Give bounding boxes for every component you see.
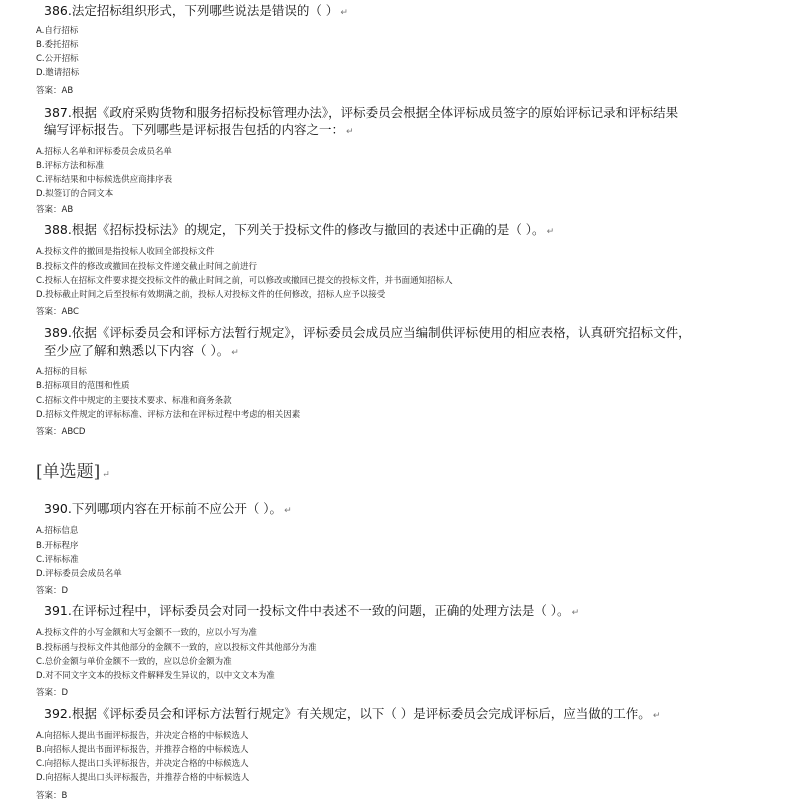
question-386-title: 386.法定招标组织形式，下列哪些说法是错误的（ ） ↵: [44, 3, 348, 18]
option: D.拟签订的合同文本: [36, 189, 114, 199]
answer: 答案：ABC: [36, 307, 79, 317]
return-mark: ↵: [340, 8, 348, 18]
answer: 答案：ABCD: [36, 427, 86, 437]
option: A.向招标人提出书面评标报告，并决定合格的中标候选人: [36, 731, 249, 741]
option: B.开标程序: [36, 541, 79, 551]
answer: 答案：AB: [36, 86, 74, 96]
option: A.投标文件的撤回是指投标人收回全部投标文件: [36, 247, 215, 257]
question-392-title: 392.根据《评标委员会和评标方法暂行规定》有关规定，以下（ ）是评标委员会完成评标后，应当做的工作。 ↵: [44, 706, 661, 721]
option: B.评标方法和标准: [36, 161, 105, 171]
option: D.向招标人提出口头评标报告，并推荐合格的中标候选人: [36, 773, 250, 783]
option: D.投标截止时间之后至投标有效期满之前，投标人对投标文件的任何修改，招标人应予以接受: [36, 290, 386, 300]
answer: 答案：D: [36, 586, 69, 596]
option: B.委托招标: [36, 40, 79, 50]
question-390-title: 390.下列哪项内容在开标前不应公开（ ）。 ↵: [44, 501, 292, 516]
question-387-title-line1: 387.根据《政府采购货物和服务招标投标管理办法》，评标委员会根据全体评标成员签字的原始评标记录和评标结果: [44, 105, 679, 120]
option: A.自行招标: [36, 26, 79, 36]
option: C.公开招标: [36, 54, 79, 64]
option: C.招标文件中规定的主要技术要求、标准和商务条款: [36, 396, 232, 406]
option: D.邀请招标: [36, 68, 80, 78]
section-heading: [单选题] ↵: [36, 462, 110, 482]
option: A.招标信息: [36, 526, 79, 536]
answer: 答案：AB: [36, 205, 74, 215]
option: D.招标文件规定的评标标准、评标方法和在评标过程中考虑的相关因素: [36, 410, 301, 420]
option: B.招标项目的范围和性质: [36, 381, 130, 391]
question-389-title-line1: 389.依据《评标委员会和评标方法暂行规定》，评标委员会成员应当编制供评标使用的相应表格，认真研究招标文件，: [44, 325, 691, 340]
question-387-title-line2: 编写评标报告。下列哪些是评标报告包括的内容之一： ↵: [44, 122, 354, 137]
question-388-title: 388.根据《招标投标法》的规定，下列关于投标文件的修改与撤回的表述中正确的是（ ）。 ↵: [44, 222, 555, 237]
option: A.投标文件的小写金额和大写金额不一致的，应以小写为准: [36, 628, 257, 638]
option: D.对不同文字文本的投标文件解释发生异议的，以中文文本为准: [36, 671, 275, 681]
option: B.投标函与投标文件其他部分的金额不一致的，应以投标文件其他部分为准: [36, 643, 317, 653]
answer: 答案：B: [36, 791, 68, 801]
option: A.招标的目标: [36, 367, 87, 377]
question-391-title: 391.在评标过程中，评标委员会对同一投标文件中表述不一致的问题，正确的处理方法是（ ）。 ↵: [44, 603, 580, 618]
option: C.总价金额与单价金额不一致的，应以总价金额为准: [36, 657, 232, 667]
option: B.投标文件的修改或撤回在投标文件递交截止时间之前进行: [36, 262, 258, 272]
option: C.投标人在招标文件要求提交投标文件的截止时间之前，可以修改或撤回已提交的投标文件，并书面通知招标人: [36, 276, 453, 286]
option: C.评标标准: [36, 555, 79, 565]
option: C.向招标人提出口头评标报告，并决定合格的中标候选人: [36, 759, 249, 769]
answer: 答案：D: [36, 688, 69, 698]
option: B.向招标人提出书面评标报告，并推荐合格的中标候选人: [36, 745, 249, 755]
option: A.招标人名单和评标委员会成员名单: [36, 147, 172, 157]
option: D.评标委员会成员名单: [36, 569, 122, 579]
question-389-title-line2: 至少应了解和熟悉以下内容（ ）。 ↵: [44, 343, 239, 358]
option: C.评标结果和中标候选供应商排序表: [36, 175, 173, 185]
